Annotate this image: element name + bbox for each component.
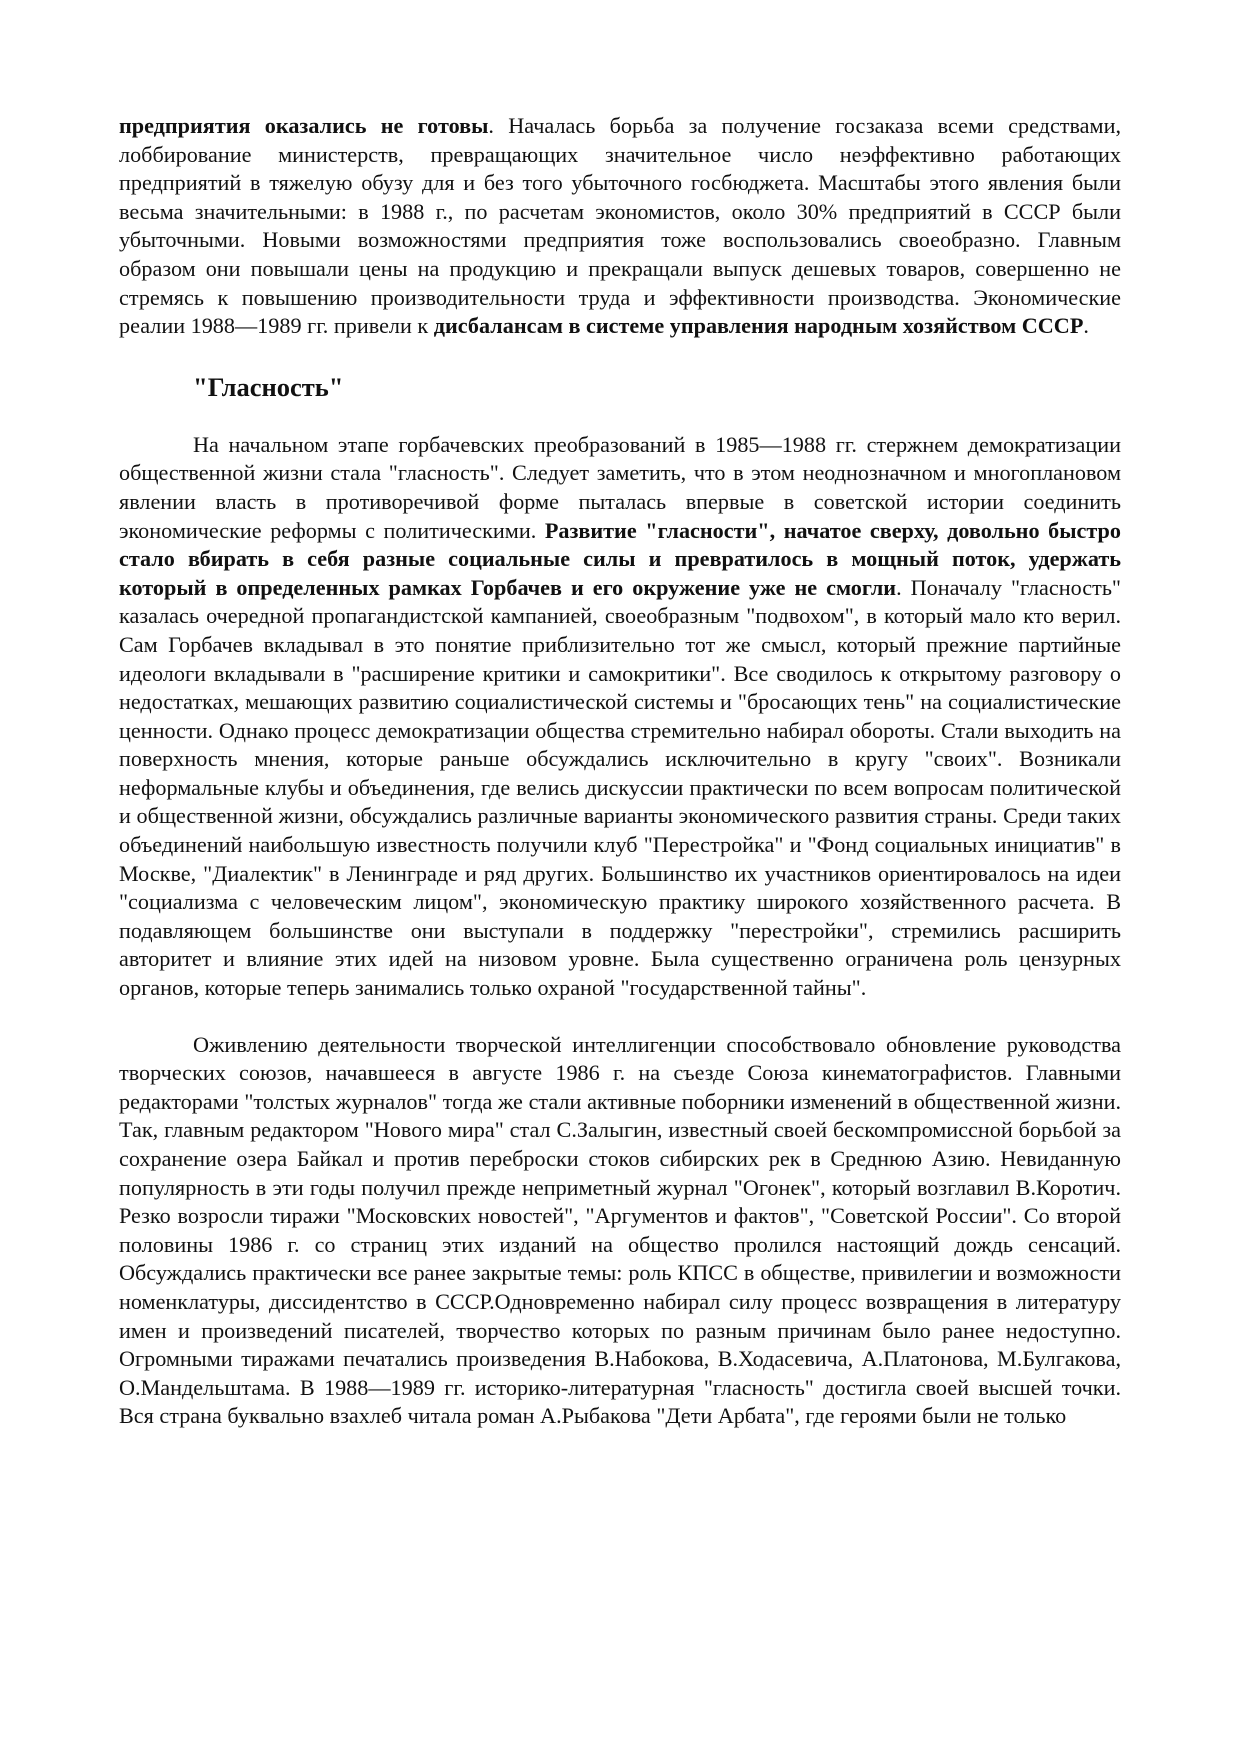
document-page [119, 112, 1121, 1431]
paragraph-intelligentsia: Оживлению деятельности творческой интеллигенции способствовало обновление руководства творческих союзов, начавшееся в августе 1986 г. на съезде Союза кинематографистов. Главными редакторами "толстых журналов" тогда же стали активные поборники изменений в общественной жизни. Так, главным редактором "Нового мира" стал С.Залыгин, известный своей бескомпромиссной борьбой за сохранение озера Байкал и против переброски стоков сибирских рек в Среднюю Азию. Невиданную популярность в эти годы получил прежде неприметный журнал "Огонек", который возглавил В.Коротич. Резко возросли тиражи "Московских новостей", "Аргументов и фактов", "Советской России". Со второй половины 1986 г. со страниц этих изданий на общество пролился настоящий дождь сенсаций. Обсуждались практически все ранее закрытые темы: роль КПСС в обществе, привилегии и возможности номенклатуры, диссидентство в СССР.Одновременно набирал силу процесс возвращения в литературу имен и произведений писателей, творчество которых по разным причинам было ранее недоступно. Огромными тиражами печатались произведения В.Набокова, В.Ходасевича, А.Платонова, М.Булгакова, О.Мандельштама. В 1988—1989 гг. историко-литературная "гласность" достигла своей высшей точки. Вся страна буквально взахлеб читала роман А.Рыбакова "Дети Арбата", где героями были не только [119, 1031, 1121, 1429]
paragraph-gap [119, 1003, 1121, 1031]
paragraph-economics [119, 112, 1121, 341]
section-heading-glasnost: "Гласность" [193, 371, 344, 402]
bold-phrase-not-ready: предприятия оказались не готовы [119, 113, 489, 138]
paragraph-text-end: . [1083, 313, 1089, 339]
bold-phrase-development: Развитие "гласности", начатое сверху, довольно быстро стало вбирать в себя разные социальные силы и превратилось в мощный поток, удержать который в определенных рамках Горбачев и его окружение уже не смогли [119, 517, 1121, 600]
paragraph-glasnost [119, 431, 1121, 1003]
paragraph-text: . Началась борьба за получение госзаказа всеми средствами, лоббирование министерств, превращающих значительное число неэффективно работающих предприятий в тяжелую обузу для и без того убыточного госбюджета. Масштабы этого явления были весьма значительными: в 1988 г., по расчетам экономистов, около 30% предприятий в СССР были убыточными. Новыми возможностями предприятия тоже воспользовались своеобразно. Главным образом они повышали цены на продукцию и прекращали выпуск дешевых товаров, совершенно не стремясь к повышению производительности труда и эффективности производства. Экономические реалии 1988—1989 гг. привели к [119, 113, 1121, 339]
bold-phrase-imbalance: дисбалансам в системе управления народным хозяйством СССР [433, 313, 1084, 339]
paragraph-text: На начальном этапе горбачевских преобразований в 1985—1988 гг. стержнем демократизации общественной жизни стала "гласность". Следует заметить, что в этом неоднозначном и многоплановом явлении власть в противоречивой форме пыталась впервые в советской истории соединить экономические реформы с политическими. [119, 431, 1121, 543]
paragraph-text-continued: . Поначалу "гласность" казалась очередной пропагандистской кампанией, своеобразным "подвохом", в который мало кто верил. Сам Горбачев вкладывал в это понятие приблизительно тот же смысл, который прежние партийные идеологи вкладывали в "расширение критики и самокритики". Все сводилось к открытому разговору о недостатках, мешающих развитию социалистической системы и "бросающих тень" на социалистические ценности. Однако процесс демократизации общества стремительно набирал обороты. Стали выходить на поверхность мнения, которые раньше обсуждались исключительно в кругу "своих". Возникали неформальные клубы и объединения, где велись дискуссии практически по всем вопросам политической и общественной жизни, обсуждались различные варианты экономического развития страны. Среди таких объединений наибольшую известность получили клуб "Перестройка" и "Фонд социальных инициатив" в Москве, "Диалектик" в Ленинграде и ряд других. Большинство их участников ориентировалось на идеи "социализма с человеческим лицом", экономическую практику широкого хозяйственного расчета. В подавляющем большинстве они выступали в поддержку "перестройки", стремились расширить авторитет и влияние этих идей на низовом уровне. Была существенно ограничена роль цензурных органов, которые теперь занимались только охраной "государственной тайны". [119, 574, 1121, 1001]
